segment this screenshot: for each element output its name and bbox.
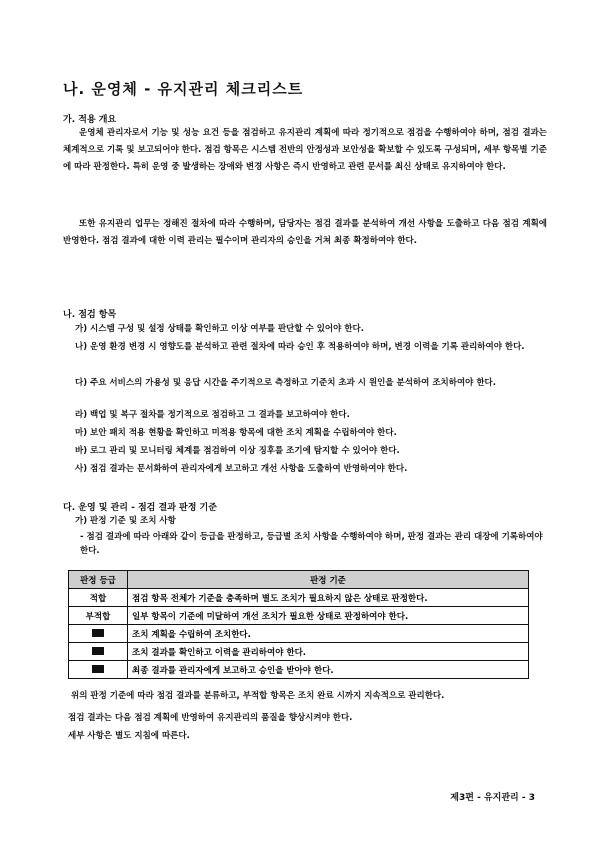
note-text: - 점검 결과에 따라 아래와 같이 등급을 판정하고, 등급별 조치 사항을 수행하여야 하며, 판정 결과는 관리 대장에 기록하여야 한다. — [80, 532, 543, 556]
list-item: 나) 운영 환경 변경 시 영향도를 분석하고 관련 절차에 따라 승인 후 적용하여야 하며, 변경 이력을 기록 관리하여야 한다. — [75, 342, 525, 352]
grade-cell — [69, 625, 128, 643]
grade-cell: 적합 — [69, 589, 128, 607]
grade-cell — [69, 661, 128, 679]
section-heading-2: 나. 점검 항목 — [63, 310, 117, 320]
table-row — [69, 643, 529, 661]
list-item: 가) 시스템 구성 및 설정 상태를 확인하고 이상 여부를 판단할 수 있어야 한다. — [75, 324, 364, 334]
list-item: 바) 로그 관리 및 모니터링 체계를 점검하여 이상 징후를 조기에 탐지할 수 있어야 한다. — [75, 446, 400, 456]
table-row — [69, 625, 529, 643]
paragraph: 또한 유지관리 업무는 정해진 절차에 따라 수행하며, 담당자는 점검 결과를 분석하여 개선 사항을 도출하고 다음 점검 계획에 반영한다. 점검 결과에 대한 이력 관리는 필수이며 관리자의 승인을 거쳐 최종 확정하여야 한다. — [63, 219, 547, 246]
table-row — [69, 607, 529, 625]
paragraph: 점검 결과는 다음 점검 계획에 반영하여 유지관리의 품질을 향상시켜야 한다. — [68, 713, 353, 723]
table-header-criteria: 판정 기준 — [128, 571, 529, 589]
criteria-cell: 조치 결과를 확인하고 이력을 관리하여야 한다. — [128, 643, 529, 661]
section-heading-3: 다. 운영 및 관리 - 점검 결과 판정 기준 — [63, 503, 217, 513]
table-header-grade: 판정 등급 — [69, 571, 128, 589]
grade-cell: 부적합 — [69, 607, 128, 625]
paragraph: 세부 사항은 별도 지침에 따른다. — [68, 731, 190, 741]
table-row — [69, 661, 529, 679]
grade-mark — [92, 629, 104, 637]
list-item: 마) 보안 패치 적용 현황을 확인하고 미적용 항목에 대한 조치 계획을 수립하여야 한다. — [75, 428, 397, 438]
table-row — [69, 589, 529, 607]
paragraph: 위의 판정 기준에 따라 점검 결과를 분류하고, 부적합 항목은 조치 완료 시까지 지속적으로 관리한다. — [71, 691, 445, 701]
page-title: 나. 운영체 - 유지관리 체크리스트 — [63, 80, 304, 98]
paragraph: 운영체 관리자로서 기능 및 성능 요건 등을 점검하고 유지관리 계획에 따라 정기적으로 점검을 수행하여야 하며, 점검 결과는 체계적으로 기록 및 보고되어야 한다. 점검 항목은 시스템 전반의 안정성과 보안성을 확보할 수 있도록 구성되며, 세부 항목별 기준에 따라 판정한다. 특히 운영 중 발생하는 장애와 변경 사항은 즉시 반영하고 관련 문서를 최신 상태로 유지하여야 한다. — [63, 128, 547, 172]
grade-mark — [92, 647, 104, 655]
table-header-row — [69, 571, 529, 589]
sub-heading: 가) 판정 기준 및 조치 사항 — [75, 516, 176, 526]
section-heading-1: 가. 적용 개요 — [63, 115, 117, 125]
page-footer: 제3편 - 유지관리 - 3 — [450, 793, 535, 803]
list-item: 라) 백업 및 복구 절차를 정기적으로 점검하고 그 결과를 보고하여야 한다. — [75, 410, 350, 420]
criteria-cell: 조치 계획을 수립하여 조치한다. — [128, 625, 529, 643]
criteria-cell: 일부 항목이 기준에 미달하여 개선 조치가 필요한 상태로 판정하여야 한다. — [128, 607, 529, 625]
grade-cell — [69, 643, 128, 661]
list-item: 다) 주요 서비스의 가용성 및 응답 시간을 주기적으로 측정하고 기준치 초과 시 원인을 분석하여 조치하여야 한다. — [75, 378, 497, 388]
list-item: 사) 점검 결과는 문서화하여 관리자에게 보고하고 개선 사항을 도출하여 반영하여야 한다. — [75, 464, 408, 474]
grade-mark — [92, 665, 104, 673]
criteria-cell: 최종 결과를 관리자에게 보고하고 승인을 받아야 한다. — [128, 661, 529, 679]
criteria-cell: 점검 항목 전체가 기준을 충족하며 별도 조치가 필요하지 않은 상태로 판정한다. — [128, 589, 529, 607]
criteria-table — [68, 570, 529, 679]
